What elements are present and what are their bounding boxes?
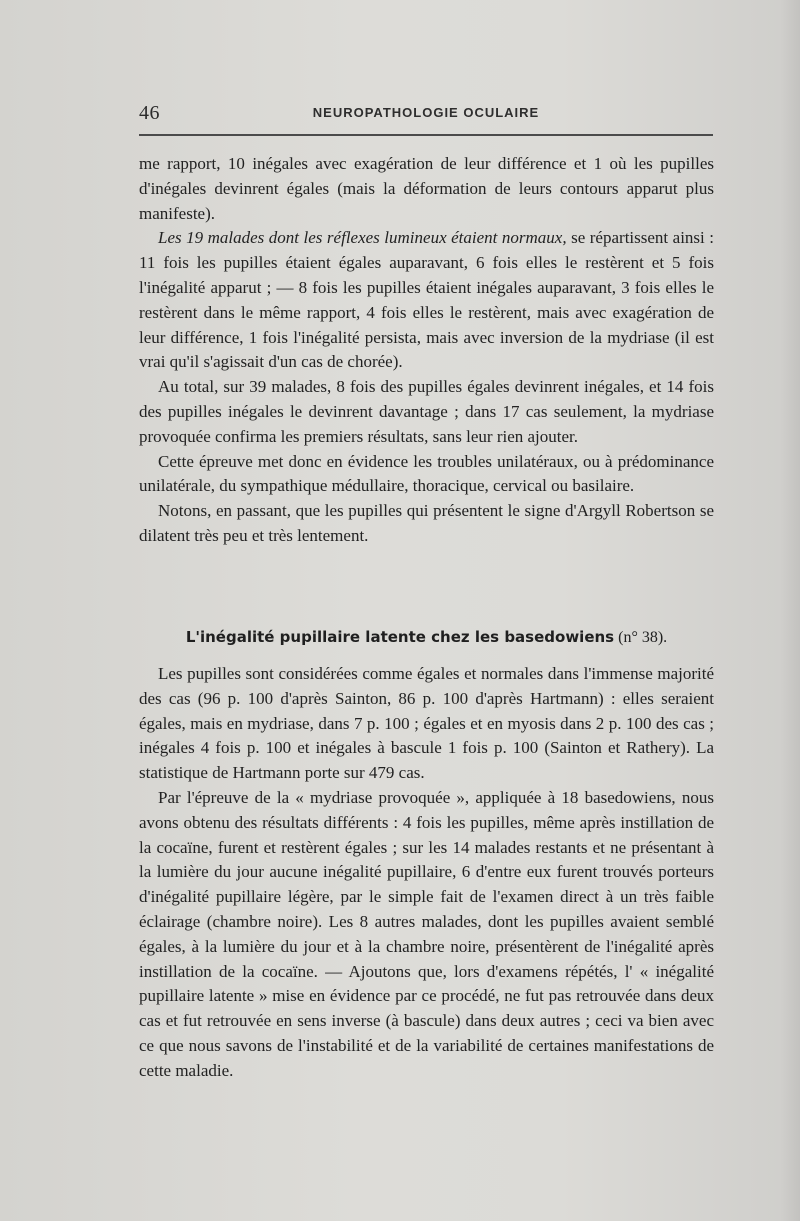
page-number: 46 (139, 102, 160, 124)
paragraph: Notons, en passant, que les pupilles qui présentent le signe d'Argyll Robertson se dilatent très peu et très lentement. (139, 501, 714, 545)
paragraph: me rapport, 10 inégales avec exagération de leur différence et 1 où les pupilles d'inégales devinrent égales (mais la déformation de leurs contours apparut plus manifeste). (139, 154, 714, 223)
paragraph: Au total, sur 39 malades, 8 fois des pupilles égales devinrent inégales, et 14 fois des pupilles inégales le devinrent davantage ; dans 17 cas seulement, la mydriase provoquée confirma les premiers résultats, sans leur rien ajouter. (139, 377, 714, 446)
section-title: L'inégalité pupillaire latente chez les basedowiens (185, 628, 615, 646)
running-title: NEUROPATHOLOGIE OCULAIRE (312, 105, 540, 120)
section-note: (n° 38). (614, 629, 668, 646)
section-heading (139, 628, 714, 647)
body-text-top (139, 152, 714, 549)
paragraph-text: se répartissent ainsi : 11 fois les pupilles étaient égales auparavant, 6 fois elles le restèrent et 5 fois l'inégalité apparut ; — 8 fois les pupilles étaient inégales auparavant, 3 fois elles le restèrent dans le même rapport, 4 fois elles le restèrent, mais avec exagération de leur différence, 1 fois l'inégalité persista, mais avec inversion de la mydriase (il est vrai qu'il s'agissait d'un cas de chorée). (139, 228, 714, 372)
body-text-bottom (139, 662, 714, 1084)
paragraph: Cette épreuve met donc en évidence les troubles unilatéraux, ou à prédominance unilatérale, du sympathique médullaire, thoracique, cervical ou basilaire. (139, 451, 714, 496)
paragraph (139, 226, 714, 375)
running-head (139, 95, 713, 129)
paragraph: Les pupilles sont considérées comme égales et normales dans l'immense majorité des cas (96 p. 100 d'après Sainton, 86 p. 100 d'après Hartmann) : elles seraient égales, mais en mydriase, dans 7 p. 100 ; égales et en myosis dans 2 p. 100 des cas ; inégales 4 fois p. 100 et inégales à bascule 1 fois p. 100 (Sainton et Rathery). La statistique de Hartmann porte sur 479 cas. (139, 664, 714, 783)
header-rule (139, 134, 713, 136)
italic-lead: Les 19 malades dont les réflexes lumineux étaient normaux, (158, 228, 567, 248)
paragraph: Par l'épreuve de la « mydriase provoquée », appliquée à 18 basedowiens, nous avons obtenu des résultats différents : 4 fois les pupilles, même après instillation de la cocaïne, furent et restèrent égales ; sur les 14 malades restants et ne présentant à la lumière du jour aucune inégalité pupillaire, 6 d'entre eux furent trouvés porteurs d'inégalité pupillaire légère, par le simple fait de l'examen direct à un très faible éclairage (chambre noire). Les 8 autres malades, dont les pupilles avaient semblé égales, à la lumière du jour et à la chambre noire, présentèrent de l'inégalité après instillation de la cocaïne. — Ajoutons que, lors d'examens répétés, l' « inégalité pupillaire latente » mise en évidence par ce procédé, ne fut pas retrouvée dans deux cas et fut retrouvée en sens inverse (à bascule) dans deux autres ; ceci va bien avec ce que nous savons de l'instabilité et de la variabilité de certaines manifestations de cette maladie. (139, 787, 714, 1080)
